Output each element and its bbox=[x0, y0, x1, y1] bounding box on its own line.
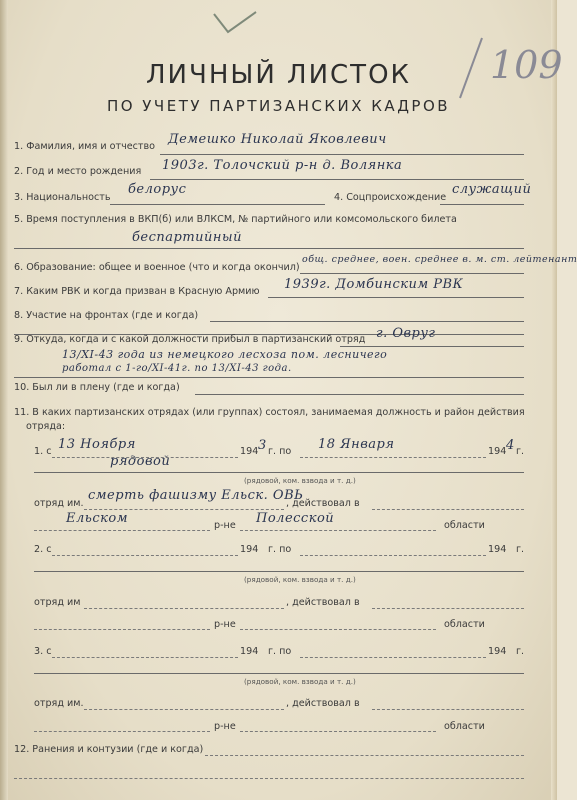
field-5-label: 5. Время поступления в ВКП(б) или ВЛКСМ, № партийного или комсомольского билета bbox=[14, 214, 457, 225]
detachment-2-from-line bbox=[52, 555, 238, 556]
field-3-label: 3. Национальность bbox=[14, 192, 111, 203]
page-edge-left bbox=[0, 0, 8, 800]
detachment-2-to-label: г. по bbox=[268, 544, 292, 555]
detachment-3-otryad-label: отряд им. bbox=[34, 698, 84, 709]
detachment-3-position-line bbox=[34, 673, 524, 674]
field-1-label: 1. Фамилия, имя и отчество bbox=[14, 141, 156, 152]
detachment-3-g: г. bbox=[516, 646, 525, 657]
detachment-1-raion-line bbox=[34, 530, 210, 531]
detachment-3-to-line bbox=[300, 657, 486, 658]
detachment-1-yr-to-digit: 4 bbox=[506, 438, 515, 453]
detachment-2-num: 2. с bbox=[34, 544, 52, 555]
detachment-1-otryad-label: отряд им. bbox=[34, 498, 84, 509]
detachment-2-position-hint: (рядовой, ком. взвода и т. д.) bbox=[244, 575, 356, 584]
detachment-1-to: 18 Января bbox=[318, 437, 395, 452]
detachment-3-yr-from: 194 bbox=[240, 646, 259, 657]
detachment-3-acted-line bbox=[372, 709, 524, 710]
detachment-1-oblast: Полесской bbox=[256, 511, 335, 526]
detachment-1-yr-from: 194 bbox=[240, 446, 259, 457]
field-5-value: беспартийный bbox=[132, 230, 242, 245]
detachment-1-g: г. bbox=[516, 446, 525, 457]
field-7-label: 7. Каким РВК и когда призван в Красную Армию bbox=[14, 286, 260, 297]
field-10-line bbox=[195, 394, 524, 395]
field-9-value: г. Овруг bbox=[376, 326, 436, 341]
field-1-line bbox=[160, 154, 524, 155]
detachment-2-acted-label: , действовал в bbox=[286, 597, 360, 608]
detachment-3-oblast-label: области bbox=[444, 721, 485, 732]
detachment-2-otryad-line bbox=[84, 608, 284, 609]
detachment-3-acted-label: , действовал в bbox=[286, 698, 360, 709]
field-4-value: служащий bbox=[452, 182, 532, 197]
detachment-3-raion-line bbox=[34, 731, 210, 732]
detachment-1-acted-label: , действовал в bbox=[286, 498, 360, 509]
corner-number: 109 bbox=[490, 43, 563, 87]
detachment-2-oblast-line bbox=[240, 629, 436, 630]
field-5-line bbox=[14, 248, 524, 249]
field-6-label: 6. Образование: общее и военное (что и когда окончил) bbox=[14, 262, 300, 273]
detachment-2-yr-from: 194 bbox=[240, 544, 259, 555]
field-2-value: 1903г. Толочский р-н д. Волянка bbox=[162, 158, 403, 173]
detachment-2-raion-line bbox=[34, 629, 210, 630]
detachment-3-yr-to: 194 bbox=[488, 646, 507, 657]
detachment-3-num: 3. с bbox=[34, 646, 52, 657]
field-8-line bbox=[210, 321, 524, 322]
field-2-label: 2. Год и место рождения bbox=[14, 166, 142, 177]
detachment-1-num: 1. с bbox=[34, 446, 52, 457]
field-4-label: 4. Соцпроисхождение bbox=[334, 192, 447, 203]
field-4-line bbox=[440, 204, 524, 205]
field-6-line bbox=[300, 273, 524, 274]
detachment-1-from: 13 Ноября bbox=[58, 437, 136, 452]
field-7-value: 1939г. Домбинским РВК bbox=[284, 277, 464, 292]
detachment-3-from-line bbox=[52, 657, 238, 658]
page-subtitle: ПО УЧЕТУ ПАРТИЗАНСКИХ КАДРОВ bbox=[106, 97, 451, 115]
detachment-2-acted-line bbox=[372, 608, 524, 609]
field-12-label: 12. Ранения и контузии (где и когда) bbox=[14, 744, 204, 755]
detachment-2-to-line bbox=[300, 555, 486, 556]
field-3-line bbox=[110, 204, 325, 205]
detachment-3-to-label: г. по bbox=[268, 646, 292, 657]
detachment-3-oblast-line bbox=[240, 731, 436, 732]
field-11-label: 11. В каких партизанских отрядах (или группах) состоял, занимаемая должность и район действия bbox=[14, 407, 525, 418]
detachment-1-rne: р-не bbox=[214, 520, 236, 531]
field-9-line-2 bbox=[14, 377, 524, 378]
field-3-value: белорус bbox=[128, 182, 187, 197]
detachment-1-yr-to: 194 bbox=[488, 446, 507, 457]
detachment-1-raion: Ельском bbox=[66, 511, 128, 526]
field-6-value: общ. среднее, воен. среднее в. м. ст. лейтенант bbox=[302, 254, 577, 265]
field-8-label: 8. Участие на фронтах (где и когда) bbox=[14, 310, 199, 321]
page-title: ЛИЧНЫЙ ЛИСТОК bbox=[146, 60, 411, 90]
detachment-1-position-line bbox=[34, 472, 524, 473]
detachment-3-rne: р-не bbox=[214, 721, 236, 732]
page-edge-right bbox=[551, 0, 557, 800]
detachment-3-otryad-line bbox=[84, 709, 284, 710]
detachment-2-position-line bbox=[34, 571, 524, 572]
detachment-1-position-hint: (рядовой, ком. взвода и т. д.) bbox=[244, 476, 356, 485]
detachment-1-position: рядовой bbox=[110, 454, 171, 469]
detachment-2-oblast-label: области bbox=[444, 619, 485, 630]
field-7-line bbox=[268, 297, 524, 298]
detachment-1-otryad-line bbox=[84, 509, 284, 510]
field-11-label-2: отряда: bbox=[26, 421, 66, 432]
field-2-line bbox=[150, 179, 524, 180]
detachment-3-position-hint: (рядовой, ком. взвода и т. д.) bbox=[244, 677, 356, 686]
detachment-2-g: г. bbox=[516, 544, 525, 555]
field-12-line-2 bbox=[14, 778, 524, 779]
detachment-2-yr-to: 194 bbox=[488, 544, 507, 555]
field-9-value-2: 13/XI-43 года из немецкого лесхоза пом. лесничего bbox=[62, 348, 388, 361]
field-10-label: 10. Был ли в плену (где и когда) bbox=[14, 382, 180, 393]
detachment-1-otryad: смерть фашизму Ельск. ОВЬ bbox=[88, 488, 304, 503]
detachment-1-acted-line bbox=[372, 509, 524, 510]
check-mark-icon bbox=[210, 8, 260, 38]
detachment-1-to-label: г. по bbox=[268, 446, 292, 457]
detachment-2-rne: р-не bbox=[214, 619, 236, 630]
detachment-1-to-line bbox=[300, 457, 486, 458]
field-9-label: 9. Откуда, когда и с какой должности прибыл в партизанский отряд bbox=[14, 334, 366, 345]
field-12-line bbox=[205, 755, 524, 756]
detachment-1-yr-from-digit: 3 bbox=[258, 438, 267, 453]
detachment-1-oblast-line bbox=[240, 530, 436, 531]
detachment-1-oblast-label: области bbox=[444, 520, 485, 531]
field-9-value-3: работал с 1-го/XI-41г. по 13/XI-43 года. bbox=[62, 363, 292, 374]
field-9-line bbox=[340, 346, 524, 347]
detachment-2-otryad-label: отряд им bbox=[34, 597, 81, 608]
field-1-value: Демешко Николай Яковлевич bbox=[168, 132, 387, 147]
